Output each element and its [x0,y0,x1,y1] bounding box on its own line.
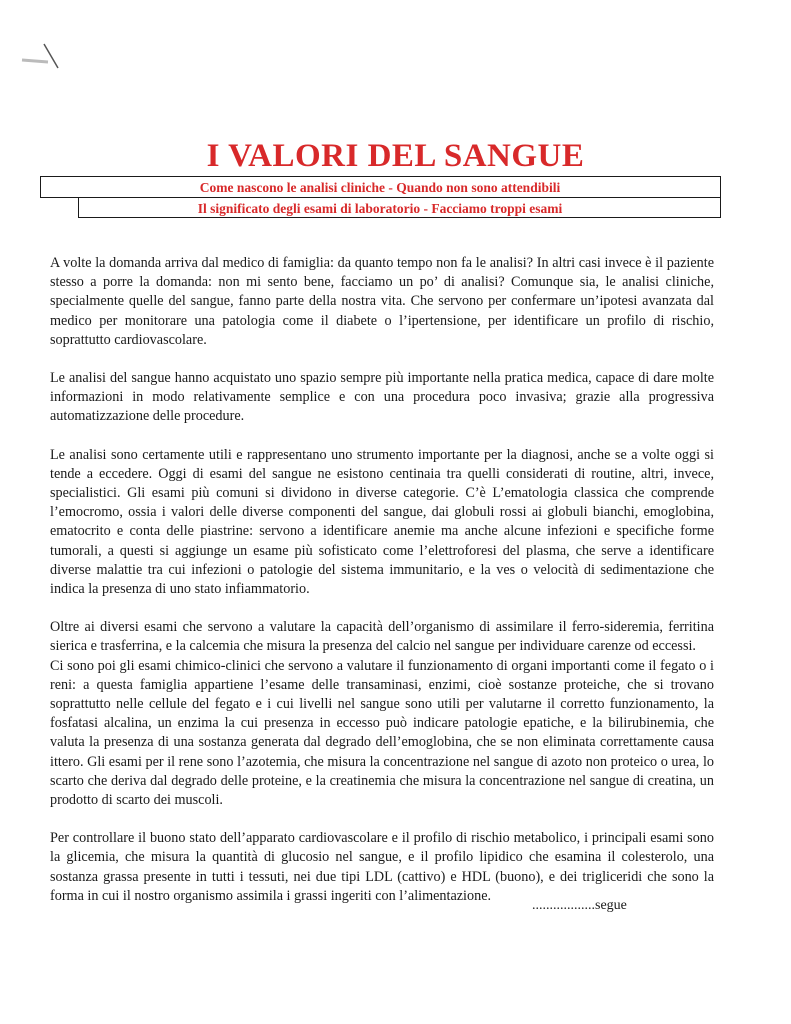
paragraph-2: Le analisi del sangue hanno acquistato uno spazio sempre più importante nella pratica medica, capace di dare molte informazioni in modo relativamente semplice e con una procedura poco invasiva; grazie alla progressiva automatizzazione delle procedure. [50,370,714,425]
continue-marker: ..................segue [532,898,627,913]
box-border-middle [40,197,721,198]
subtitle-line-2: Il significato degli esami di laboratorio - Facciamo troppi esami [197,201,563,216]
document-title: I VALORI DEL SANGUE [206,138,585,174]
subtitle-line-1: Come nascono le analisi cliniche - Quando non sono attendibili [199,180,561,195]
paragraph-1: A volte la domanda arriva dal medico di famiglia: da quanto tempo non fa le analisi? In altri casi invece è il paziente stesso a porre la domanda: non mi sento bene, facciamo un po’ di analisi? Comunque sia, le analisi cliniche, specialmente quelle del sangue, fanno parte della nostra vita. Che servono per confermare un’ipotesi avanzata dal medico per monitorare una patologia come il diabete o l’ipertensione, per identificare un profilo di rischio, soprattutto cardiovascolare. [50,255,714,348]
paragraph-5: Ci sono poi gli esami chimico-clinici che servono a valutare il funzionamento di organi importanti come il fegato o i reni: a questa famiglia appartiene l’esame delle transaminasi, enzimi, cioè sostanze proteiche, che si trovano soprattutto nelle cellule del fegato e i cui livelli nel sangue sono utili per valutarne il corretto funzionamento, la fosfatasi alcalina, un enzima la cui presenza in eccesso può indicare patologie epatiche, e la bilirubinemia, che valuta la presenza di una sostanza generata dal degrado dell’emoglobina, che se non eliminata correttamente causa ittero. Gli esami per il rene sono l’azotemia, che misura la concentrazione nel sangue di azoto non proteico o urea, lo scarto che deriva dal degrado delle proteine, e la creatinemia che misura la concentrazione nel sangue di creatina, un prodotto di scarto dei muscoli. [50,657,714,809]
paragraph-6: Per controllare il buono stato dell’apparato cardiovascolare e il profilo di rischio metabolico, i principali esami sono la glicemia, che misura la quantità di glucosio nel sangue, e il profilo lipidico che esamina il colesterolo, una sostanza grassa presente in tutti i tessuti, nei due tipi LDL (cattivo) e HDL (buono), e dei trigliceridi che sono la forma in cui il nostro organismo assimila i grassi ingeriti con l’alimentazione. [50,830,714,904]
box-border-top [40,176,721,177]
paragraph-3: Le analisi sono certamente utili e rappresentano uno strumento importante per la diagnosi, anche se a volte oggi si tende a eccedere. Oggi di esami del sangue ne esistono centinaia tra quelli considerati di routine, altri, invece, specialistici. Gli esami più comuni si dividono in diverse categorie. C’è L’ematologia classica che comprende l’emocromo, ossia i valori delle diverse componenti del sangue, dai globuli rossi ai globuli bianchi, emoglobina, ematocrito e conta delle piastrine: servono a identificare anemie ma anche alcune infezioni e specifiche forme tumorali, a questi si aggiunge un esame più sofisticato come l’elettroforesi del plasma, che serve a identificare diverse malattie tra cui infezioni o patologie del sistema immunitario, e la ves o velocità di sedimentazione che indica la presenza di uno stato infiammatorio. [50,446,714,598]
document-body [50,254,714,925]
scan-pen-mark [18,38,78,78]
paragraph-4: Oltre ai diversi esami che servono a valutare la capacità dell’organismo di assimilare il ferro-sideremia, ferritina sierica e trasferrina, e la calcemia che misura la presenza del calcio nel sangue per individuare carenze od eccessi. [50,619,714,655]
box-border-bottom [78,217,721,218]
